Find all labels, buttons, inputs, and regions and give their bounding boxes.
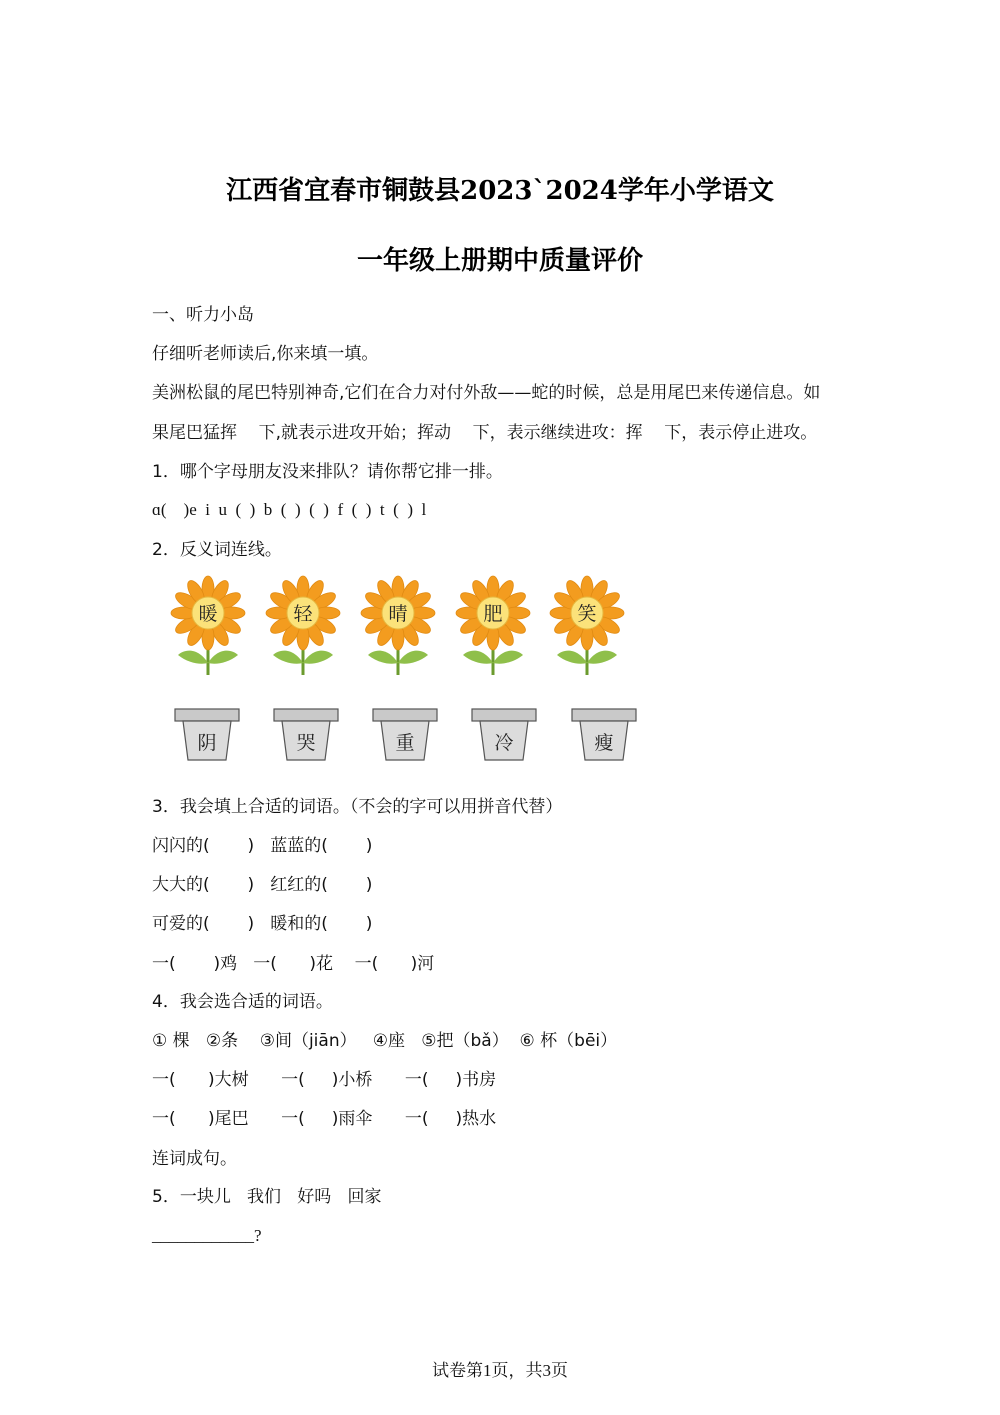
sunflower[interactable]	[360, 575, 436, 679]
flower-character: 晴	[388, 603, 408, 625]
q2-prompt: 2．反义词连线。	[152, 540, 282, 560]
pot-character: 冷	[494, 732, 514, 754]
q4-measure-word-options: ① 棵 ②条 ③间（jiān） ④座 ⑤把（bǎ） ⑥ 杯（bēi）	[152, 1031, 618, 1051]
passage-line-1: 美洲松鼠的尾巴特别神奇,它们在合力对付外敌——蛇的时候，总是用尾巴来传递信息。如	[152, 383, 821, 403]
q5-prompt: 5．一块儿 我们 好吗 回家	[152, 1187, 382, 1207]
pot-character: 阴	[197, 732, 217, 754]
flowerpot-icon	[372, 708, 438, 762]
section1-heading: 一、听力小岛	[152, 305, 254, 325]
q5-answer-line[interactable]: ____________?	[152, 1226, 262, 1245]
q3-fill-line: 大大的( ) 红红的( )	[152, 875, 373, 895]
flowerpot[interactable]	[571, 708, 637, 762]
pot-character: 哭	[296, 732, 316, 754]
q4-fill-line: 一( )大树 一( )小桥 一( )书房	[152, 1070, 497, 1090]
pot-character: 瘦	[594, 732, 614, 754]
q3-fill-line: 可爱的( ) 暖和的( )	[152, 914, 373, 934]
passage-line-2: 果尾巴猛挥 下,就表示进攻开始；挥动 下，表示继续进攻：挥 下，表示停止进攻。	[152, 423, 818, 443]
flowerpot-icon	[571, 708, 637, 762]
sunflower[interactable]	[455, 575, 531, 679]
flower-character: 轻	[293, 603, 313, 625]
pot-character: 重	[395, 732, 415, 754]
flowerpot[interactable]	[372, 708, 438, 762]
q1-letter-sequence: ɑ( )e i u ( ) b ( ) ( ) f ( ) t ( ) l	[152, 500, 427, 519]
sunflower-icon	[265, 575, 341, 679]
exam-title-line2: 一年级上册期中质量评价	[356, 246, 643, 276]
sunflower-icon	[360, 575, 436, 679]
q3-fill-line: 一( )鸡 一( )花 一( )河	[152, 954, 435, 974]
flower-character: 笑	[577, 603, 597, 625]
section1-instruction: 仔细听老师读后,你来填一填。	[152, 344, 379, 364]
flowerpot-icon	[174, 708, 240, 762]
sunflower[interactable]	[170, 575, 246, 679]
q4-fill-line: 一( )尾巴 一( )雨伞 一( )热水	[152, 1109, 497, 1129]
sunflower-icon	[455, 575, 531, 679]
sunflower[interactable]	[265, 575, 341, 679]
q3-fill-line: 闪闪的( ) 蓝蓝的( )	[152, 836, 373, 856]
sunflower-icon	[170, 575, 246, 679]
sunflower[interactable]	[549, 575, 625, 679]
section2-heading: 连词成句。	[152, 1149, 237, 1169]
flowerpot[interactable]	[174, 708, 240, 762]
flowerpot[interactable]	[471, 708, 537, 762]
q1-prompt: 1．哪个字母朋友没来排队？请你帮它排一排。	[152, 462, 503, 482]
flower-character: 暖	[198, 603, 218, 625]
page-footer: 试卷第1页，共3页	[432, 1361, 568, 1380]
flowerpot[interactable]	[273, 708, 339, 762]
flowerpot-icon	[471, 708, 537, 762]
q3-prompt: 3．我会填上合适的词语。（不会的字可以用拼音代替）	[152, 797, 563, 817]
exam-title-line1: 江西省宜春市铜鼓县2023`2024学年小学语文	[226, 176, 774, 206]
flowerpot-icon	[273, 708, 339, 762]
q4-prompt: 4．我会选合适的词语。	[152, 992, 333, 1012]
sunflower-icon	[549, 575, 625, 679]
flower-character: 肥	[483, 603, 503, 625]
